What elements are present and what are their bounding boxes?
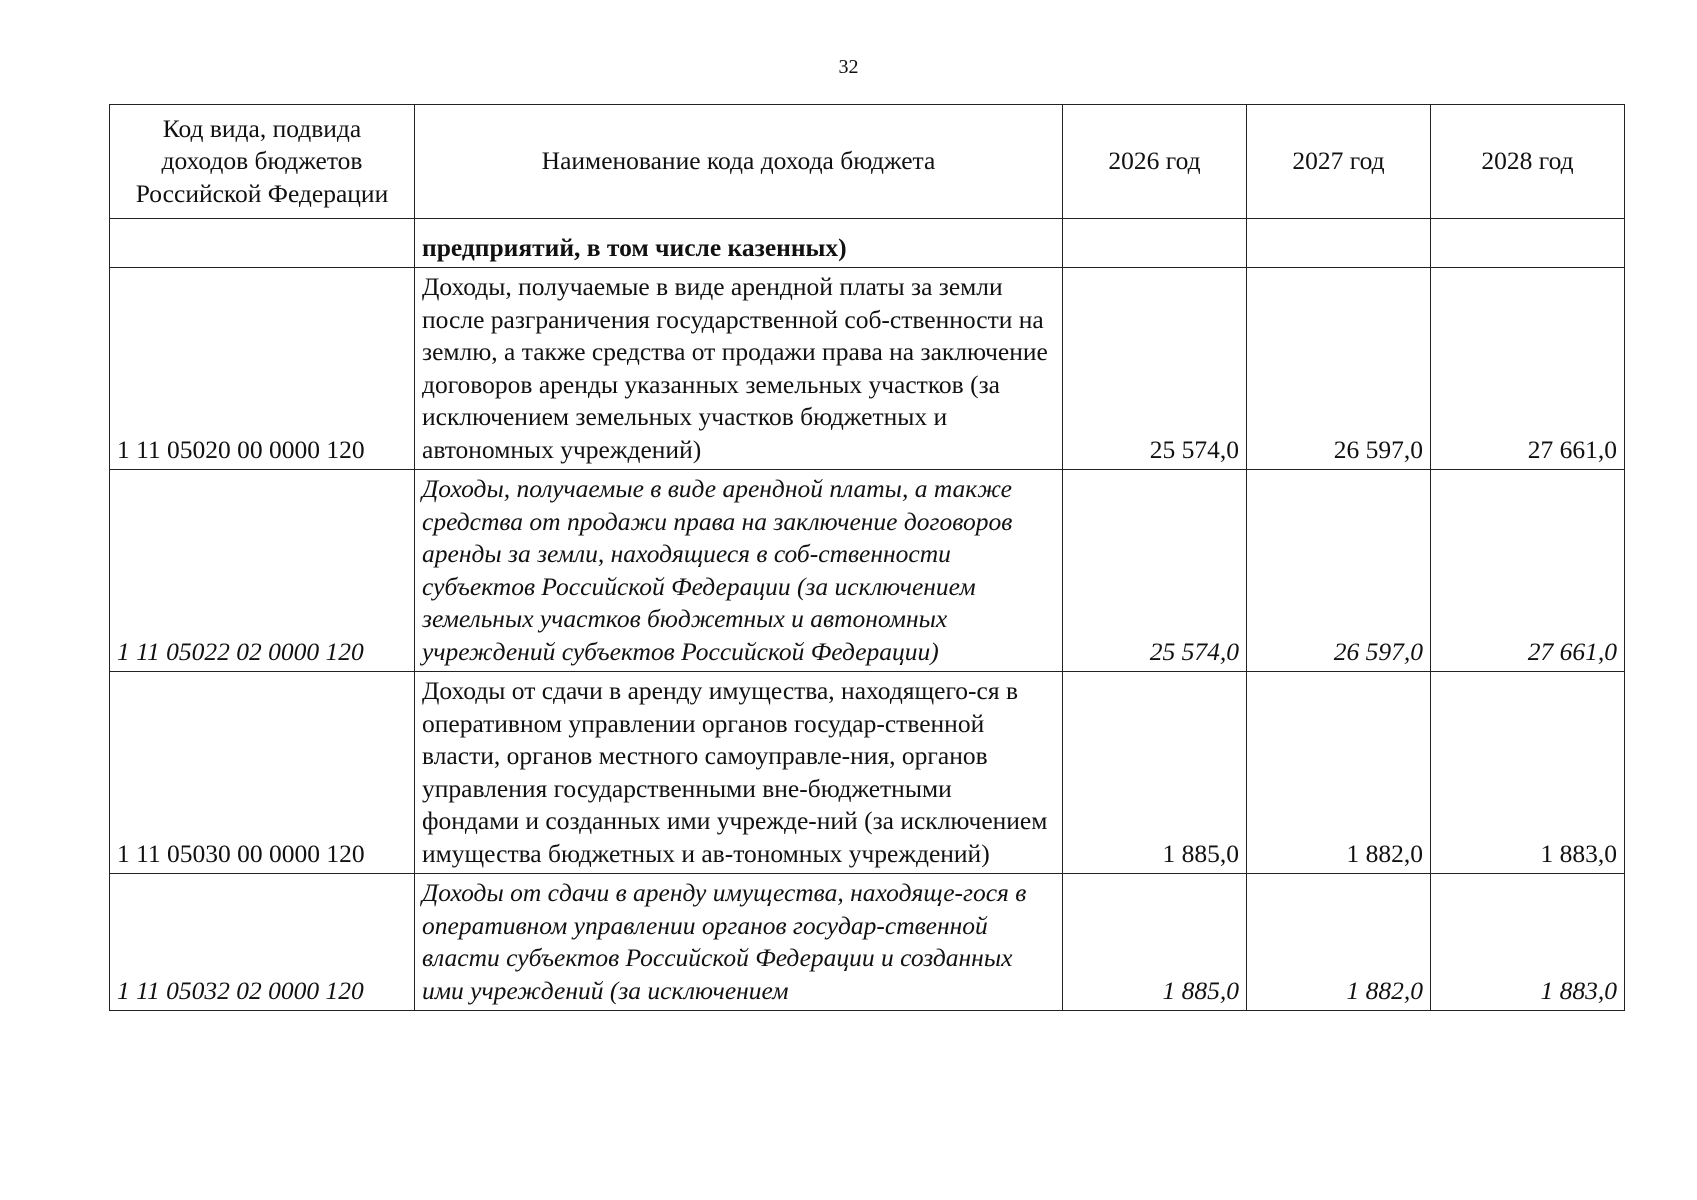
row-name: Доходы от сдачи в аренду имущества, находящего-ся в оперативном управлении органов государ-ственной власти, органов местного самоуправле-ния, органов управления государственными вне-бюджетными фондами и созданных ими учрежде-ний (за исключением имущества бюджетных и ав-тономных учреждений) — [415, 672, 1063, 874]
row-value-2027: 26 597,0 — [1247, 470, 1431, 672]
row-value-2026 — [1063, 219, 1247, 268]
row-name: Доходы от сдачи в аренду имущества, находяще-гося в оперативном управлении органов государ-ственной власти субъектов Российской Федерации и созданных ими учреждений (за исключением — [415, 874, 1063, 1011]
row-value-2026: 1 885,0 — [1063, 874, 1247, 1011]
header-2028: 2028 год — [1431, 105, 1625, 219]
row-name: предприятий, в том числе казенных) — [415, 219, 1063, 268]
table-row — [110, 268, 1625, 470]
header-2027: 2027 год — [1247, 105, 1431, 219]
header-code: Код вида, подвида доходов бюджетов Российской Федерации — [110, 105, 415, 219]
row-value-2026: 25 574,0 — [1063, 268, 1247, 470]
row-value-2027: 26 597,0 — [1247, 268, 1431, 470]
row-value-2026: 1 885,0 — [1063, 672, 1247, 874]
row-value-2028: 1 883,0 — [1431, 874, 1625, 1011]
table-header-row — [110, 105, 1625, 219]
row-value-2028: 1 883,0 — [1431, 672, 1625, 874]
row-name: Доходы, получаемые в виде арендной платы, а также средства от продажи права на заключение договоров аренды за земли, находящиеся в соб-ственности субъектов Российской Федерации (за исключением земельных участков бюджетных и автономных учреждений субъектов Российской Федерации) — [415, 470, 1063, 672]
page-number: 32 — [838, 56, 859, 78]
row-code: 1 11 05020 00 0000 120 — [110, 268, 415, 470]
header-2026: 2026 год — [1063, 105, 1247, 219]
row-value-2027 — [1247, 219, 1431, 268]
row-value-2028: 27 661,0 — [1431, 470, 1625, 672]
row-value-2026: 25 574,0 — [1063, 470, 1247, 672]
budget-revenue-table — [109, 104, 1625, 1011]
row-value-2028 — [1431, 219, 1625, 268]
header-name: Наименование кода дохода бюджета — [415, 105, 1063, 219]
row-code: 1 11 05032 02 0000 120 — [110, 874, 415, 1011]
row-name: Доходы, получаемые в виде арендной платы за земли после разграничения государственной соб-ственности на землю, а также средства от продажи права на заключение договоров аренды указанных земельных участков (за исключением земельных участков бюджетных и автономных учреждений) — [415, 268, 1063, 470]
row-code: 1 11 05030 00 0000 120 — [110, 672, 415, 874]
row-value-2027: 1 882,0 — [1247, 672, 1431, 874]
table-row — [110, 470, 1625, 672]
table-row — [110, 219, 1625, 268]
row-value-2028: 27 661,0 — [1431, 268, 1625, 470]
row-value-2027: 1 882,0 — [1247, 874, 1431, 1011]
row-code: 1 11 05022 02 0000 120 — [110, 470, 415, 672]
table-row — [110, 874, 1625, 1011]
row-code — [110, 219, 415, 268]
table-row — [110, 672, 1625, 874]
